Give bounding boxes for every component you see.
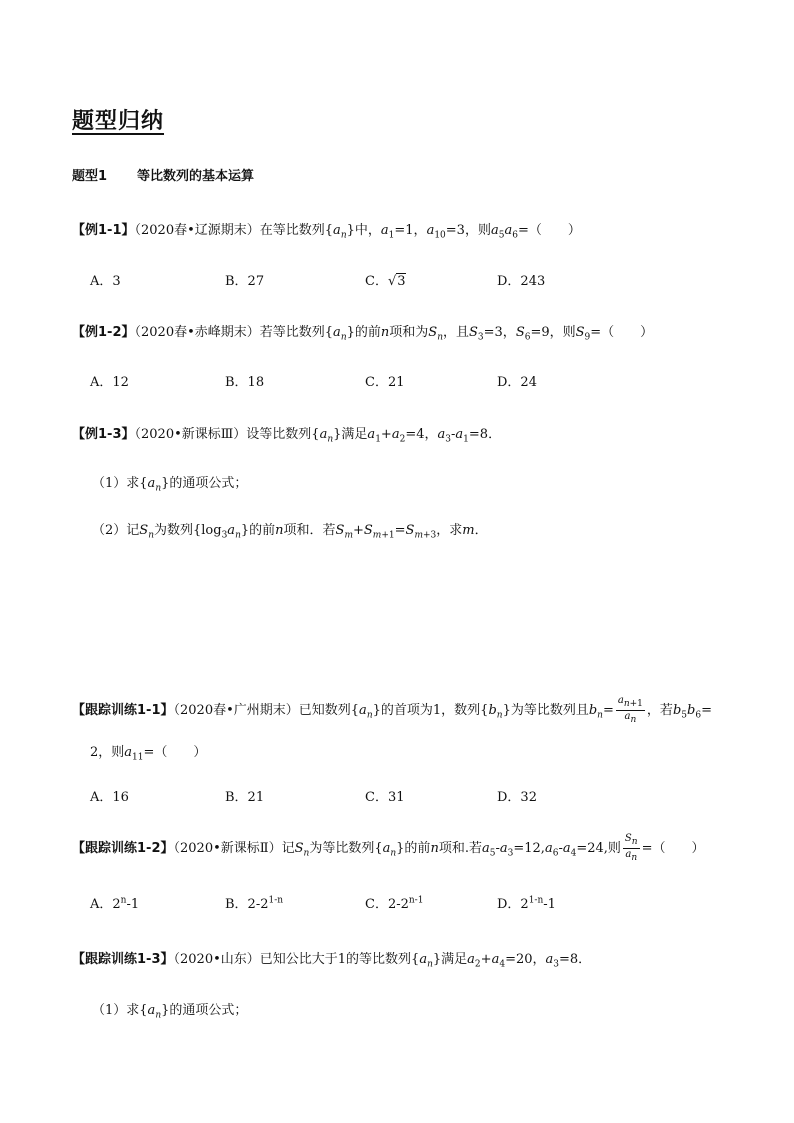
problem-source: （2020春•广州期末）: [173, 703, 299, 718]
problem-source: （2020春•赤峰期末）: [134, 325, 260, 340]
option-b[interactable]: B．21: [225, 790, 265, 805]
section-name: 等比数列的基本运算: [137, 169, 255, 184]
fraction: $\frac{S_n}{a_n}$: [624, 833, 638, 863]
option-d[interactable]: D．24: [497, 375, 537, 390]
problem-tag: 【例1-2】: [72, 325, 135, 340]
option-b[interactable]: B．18: [225, 375, 265, 390]
training-1-1-stem-cont: 2，则$a_{11}=$（ ）: [90, 745, 207, 763]
option-c[interactable]: C．2-2$^{n-1}$: [365, 895, 424, 912]
problem-source: （2020•新课标Ⅲ）: [134, 427, 247, 442]
fraction: $\frac{a_{n+1}}{a_n}$: [617, 695, 643, 725]
option-d[interactable]: D．32: [497, 790, 537, 805]
option-d[interactable]: D．243: [497, 274, 546, 289]
training-1-3-stem: 【跟踪训练1-3】（2020•山东）已知公比大于1的等比数列$\{a_n\}$满足$a_2+a_4=20$，$a_3=8$．: [72, 952, 592, 970]
training-1-2-stem: 【跟踪训练1-2】（2020•新课标Ⅱ）记$S_n$为等比数列$\{a_n\}$的前n项和.若$a_5-a_3=12,a_6-a_4=24$,则 $\frac{S_n}{a_n}$ =（ ）: [72, 833, 705, 863]
option-b[interactable]: B．2-2$^{1-n}$: [225, 895, 284, 912]
example-1-2-stem: 【例1-2】（2020春•赤峰期末）若等比数列$\{a_n\}$的前n项和为$S_n$，且$S_3=3$，$S_6=9$，则$S_9=$（ ）: [72, 325, 654, 343]
page-title: 题型归纳: [72, 109, 165, 134]
training-1-3-part-1: （1）求$\{a_n\}$的通项公式；: [92, 1003, 248, 1021]
example-1-1-options: [0, 270, 794, 290]
problem-source: （2020•新课标Ⅱ）: [173, 841, 282, 856]
problem-tag: 【跟踪训练1-1】: [72, 703, 174, 718]
option-a[interactable]: A．16: [90, 790, 129, 805]
example-1-1-stem: 【例1-1】（2020春•辽源期末）在等比数列$\{a_n\}$中，$a_1=1$，$a_{10}=3$，则$a_5a_6=$（ ）: [72, 223, 581, 241]
training-1-2-options: [0, 893, 794, 913]
option-c[interactable]: C．21: [365, 375, 405, 390]
option-a[interactable]: A．2$^n$-1: [90, 895, 140, 912]
example-1-3-part-2: （2）记$S_n$为数列$\{\log_3a_n\}$的前n项和．若$S_m+S_{m+1}=S_{m+3}$，求m．: [92, 523, 488, 541]
option-b[interactable]: B．27: [225, 274, 265, 289]
option-d[interactable]: D．2$^{1-n}$-1: [497, 895, 556, 912]
problem-tag: 【例1-1】: [72, 223, 135, 238]
problem-source: （2020•山东）: [173, 952, 260, 967]
option-a[interactable]: A．12: [90, 375, 129, 390]
training-1-1-stem: 【跟踪训练1-1】（2020春•广州期末）已知数列$\{a_n\}$的首项为1，数列$\{b_n\}$为等比数列且$b_n=$ $\frac{a_{n+1}}{a_n}$ ，若$b_5b_6=$: [72, 695, 712, 725]
example-1-3-stem: 【例1-3】（2020•新课标Ⅲ）设等比数列$\{a_n\}$满足$a_1+a_2=4$，$a_3-a_1=8$．: [72, 427, 502, 445]
example-1-3-part-1: （1）求$\{a_n\}$的通项公式；: [92, 476, 248, 494]
option-a[interactable]: A．3: [90, 274, 121, 289]
option-c[interactable]: C．31: [365, 790, 405, 805]
section-heading: [72, 165, 254, 184]
example-1-2-options: [0, 371, 794, 391]
problem-tag: 【例1-3】: [72, 427, 135, 442]
problem-tag: 【跟踪训练1-2】: [72, 841, 174, 856]
section-label: 题型1: [72, 169, 108, 184]
option-c[interactable]: C．√3: [365, 274, 406, 289]
problem-tag: 【跟踪训练1-3】: [72, 952, 174, 967]
training-1-1-options: [0, 786, 794, 806]
problem-source: （2020春•辽源期末）: [134, 223, 260, 238]
